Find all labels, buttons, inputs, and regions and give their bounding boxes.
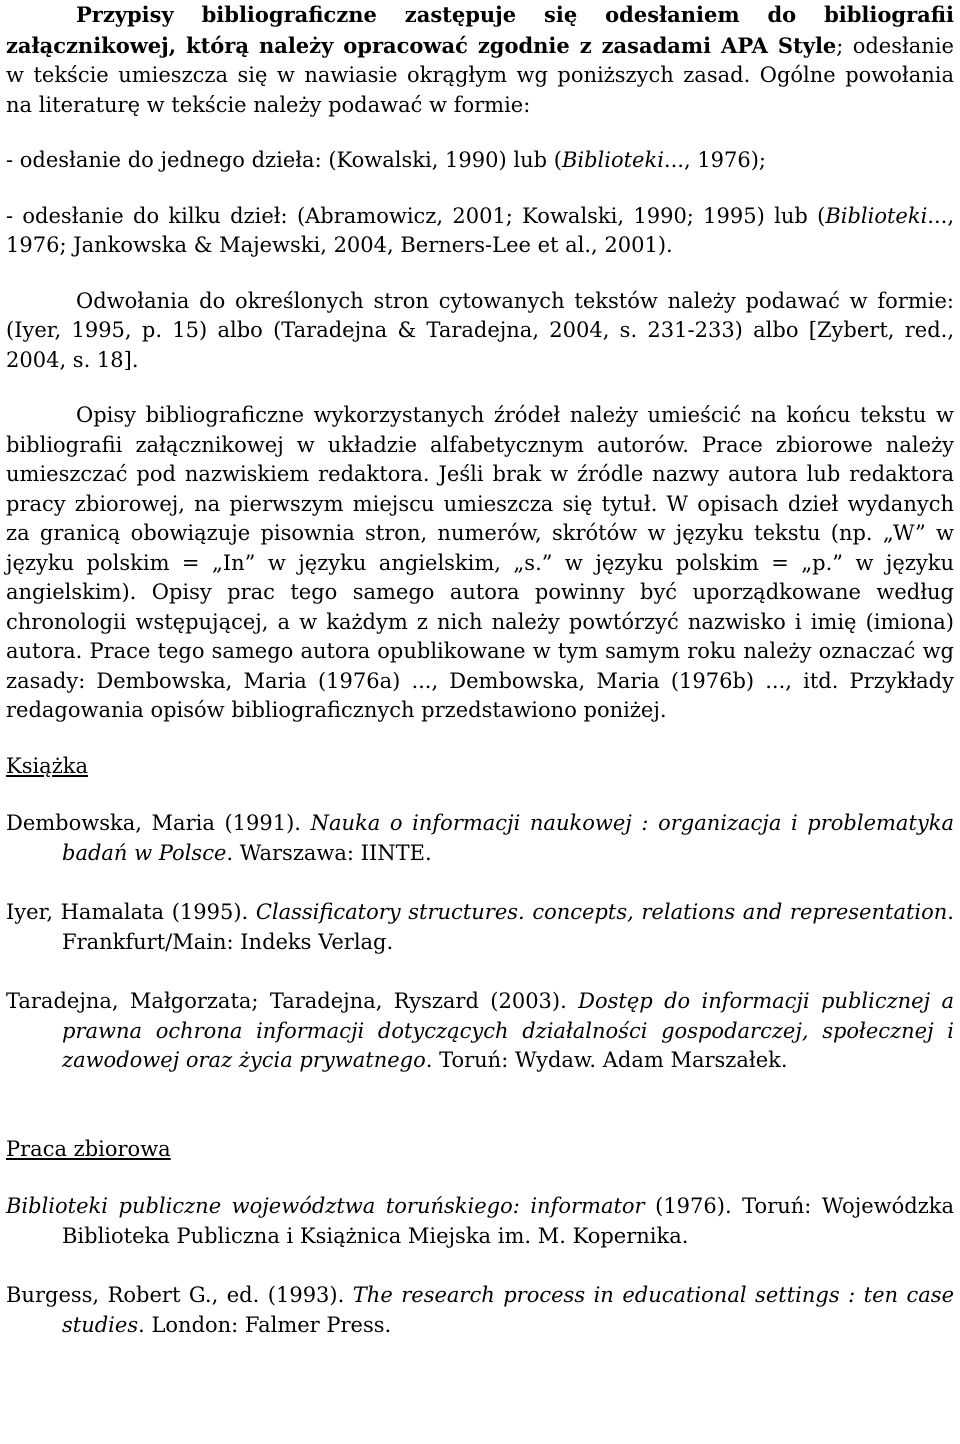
rule-text-end: ..., 1976); bbox=[663, 148, 767, 172]
intro-paragraph bbox=[6, 0, 954, 120]
rule-italic-title: Biblioteki bbox=[561, 148, 664, 172]
ref-publisher: . Warszawa: IINTE. bbox=[226, 840, 432, 865]
document-page bbox=[6, 0, 954, 1340]
ref-author: Dembowska, Maria (1991). bbox=[6, 811, 311, 835]
ref-title: The research process in educational settings : ten case studies bbox=[62, 1283, 955, 1337]
multi-reference-rule bbox=[6, 202, 954, 261]
intro-text: ; odesłanie w tekście umieszcza się w nawiasie okrągłym wg poniższych zasad. Ogólne powołania na literaturę w tekście należy podawać w formie: bbox=[6, 33, 954, 117]
ref-publisher: . Toruń: Wydaw. Adam Marszałek. bbox=[425, 1048, 788, 1072]
reference-entry bbox=[6, 898, 954, 957]
ref-author: Taradejna, Małgorzata; Taradejna, Ryszard (2003). bbox=[6, 989, 579, 1013]
ref-publisher: (1976). Toruń: Wojewódzka Biblioteka Publiczna i Książnica Miejska im. M. Kopernika. bbox=[62, 1194, 955, 1248]
single-reference-rule bbox=[6, 146, 954, 176]
rule-text: - odesłanie do kilku dzieł: (Abramowicz, 2001; Kowalski, 1990; 1995) lub ( bbox=[6, 203, 826, 228]
ref-publisher: . London: Falmer Press. bbox=[138, 1312, 392, 1337]
pages-paragraph: Odwołania do określonych stron cytowanych tekstów należy podawać w formie: (Iyer, 1995, p. 15) albo (Taradejna & Taradejna, 2004, s. 231-233) albo [Zybert, red., 2004, s. 18]. bbox=[6, 288, 954, 372]
reference-entry bbox=[6, 987, 954, 1076]
description-paragraph: Opisy bibliograficzne wykorzystanych źródeł należy umieścić na końcu tekstu w bibliografii załącznikowej w układzie alfabetycznym autorów. Prace zbiorowe należy umieszczać pod nazwiskiem redaktora. Jeśli brak w źródle nazwy autora lub redaktora pracy zbiorowej, na pierwszym miejscu umieszcza się tytuł. W opisach dzieł wydanych za granicą obowiązuje pisownia stron, numerów, skrótów w języku tekstu (np. „W” w języku polskim = „In” w języku angielskim, „s.” w języku polskim = „p.” w języku angielskim). Opisy prac tego samego autora powinny być uporządkowane według chronologii wstępującej, a w każdym z nich należy powtórzyć nazwisko i imię (imiona) autora. Prace tego samego autora opublikowane w tym samym roku należy oznaczać wg zasady: Dembowska, Maria (1976a) ..., Dembowska, Maria (1976b) ..., itd. Przykłady redagowania opisów bibliograficznych przedstawiono poniżej. bbox=[6, 403, 954, 722]
reference-entry bbox=[6, 1281, 954, 1340]
reference-entry bbox=[6, 1192, 954, 1251]
ref-title: Biblioteki publiczne województwa toruńskiego: informator bbox=[6, 1194, 645, 1218]
ref-author: Iyer, Hamalata (1995). bbox=[6, 900, 256, 924]
section-heading-book: Książka bbox=[6, 753, 89, 778]
ref-title: Classificatory structures. concepts, relations and representation bbox=[255, 900, 948, 924]
ref-title: Dostęp do informacji publicznej a prawna ochrona informacji dotyczących działalności gospodarczej, społecznej i zawodowej oraz życia prywatnego bbox=[62, 989, 954, 1072]
section-heading-collective: Praca zbiorowa bbox=[6, 1136, 171, 1161]
reference-entry bbox=[6, 809, 954, 868]
ref-publisher: . Frankfurt/Main: Indeks Verlag. bbox=[62, 900, 954, 954]
ref-title: Nauka o informacji naukowej : organizacja i problematyka badań w Polsce bbox=[62, 811, 954, 865]
rule-text-end: ..., 1976; Jankowska & Majewski, 2004, Berners-Lee et al., 2001). bbox=[6, 203, 954, 257]
rule-italic-title: Biblioteki bbox=[825, 203, 928, 228]
rule-text: - odesłanie do jednego dzieła: (Kowalski, 1990) lub ( bbox=[6, 148, 562, 172]
ref-author: Burgess, Robert G., ed. (1993). bbox=[6, 1283, 353, 1307]
intro-bold-text: Przypisy bibliograficzne zastępuje się odesłaniem do bibliografii załącznikowej, którą należy opracować zgodnie z zasadami APA Style bbox=[6, 2, 954, 58]
